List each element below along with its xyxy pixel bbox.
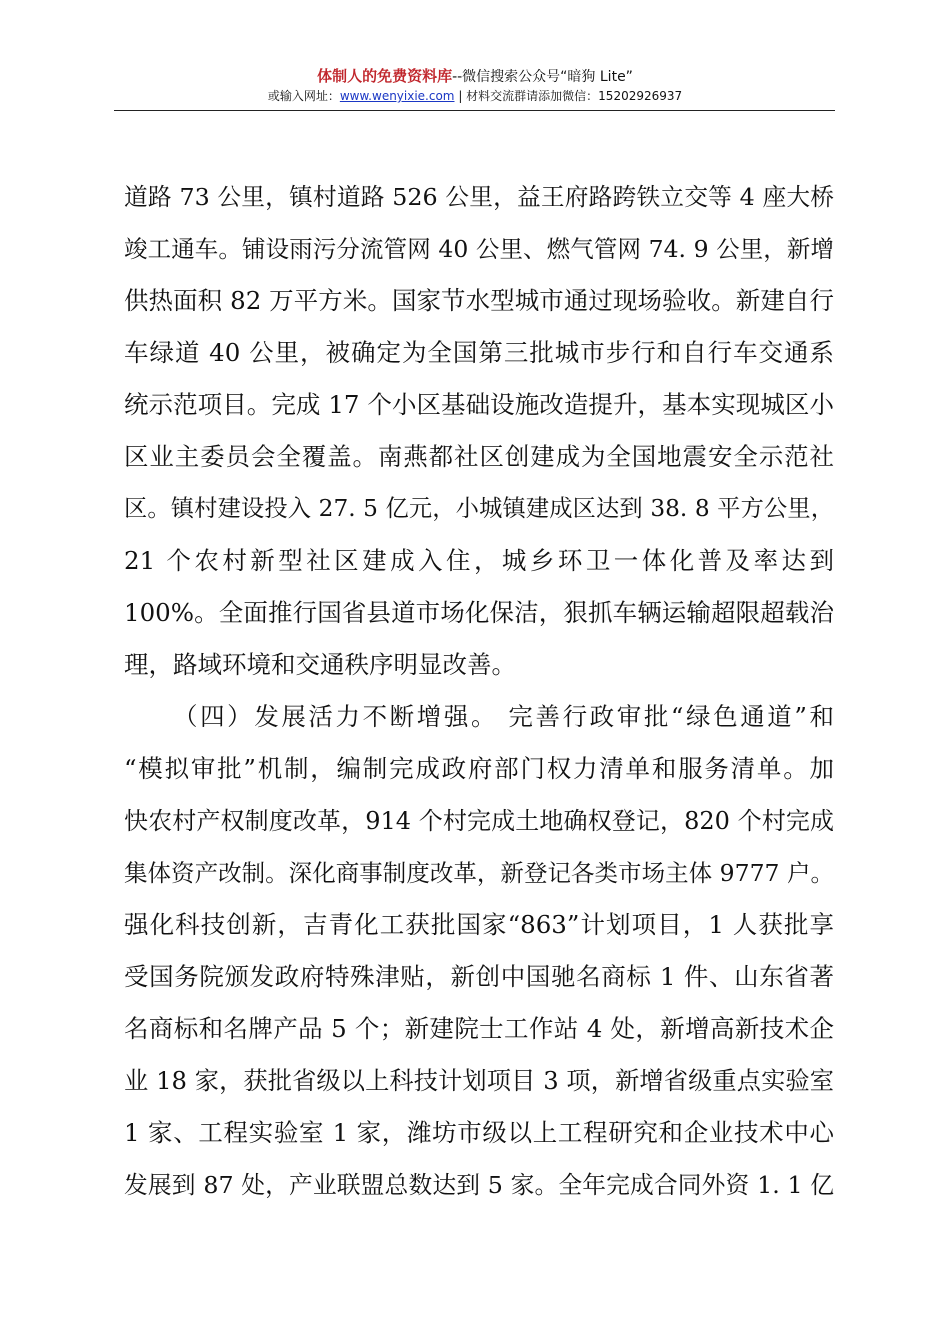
contact-text: | 材料交流群请添加微信：15202926937 bbox=[454, 89, 683, 103]
body-line: 强化科技创新，吉青化工获批国家“863”计划项目，1 人获批享 bbox=[124, 910, 834, 939]
brand-title: 体制人的免费资料库 bbox=[317, 67, 453, 85]
website-link[interactable]: www.wenyixie.com bbox=[339, 89, 455, 103]
body-line: 业 18 家，获批省级以上科技计划项目 3 项，新增省级重点实验室 bbox=[124, 1066, 834, 1095]
body-line: 区业主委员会全覆盖。南燕都社区创建成为全国地震安全示范社 bbox=[124, 442, 834, 471]
section-heading: （四）发展活力不断增强。 bbox=[173, 702, 499, 731]
body-line: “模拟审批”机制，编制完成政府部门权力清单和服务清单。加 bbox=[124, 754, 834, 783]
header-divider bbox=[114, 110, 835, 111]
body-line: 发展到 87 处，产业联盟总数达到 5 家。全年完成合同外资 1. 1 亿 bbox=[124, 1171, 834, 1199]
body-line: 竣工通车。铺设雨污分流管网 40 公里、燃气管网 74. 9 公里，新增 bbox=[124, 235, 834, 263]
body-line: 100%。全面推行国省县道市场化保洁，狠抓车辆运输超限超载治 bbox=[124, 598, 834, 627]
body-line: 名商标和名牌产品 5 个；新建院士工作站 4 处，新增高新技术企 bbox=[124, 1014, 834, 1043]
body-line: 受国务院颁发政府特殊津贴，新创中国驰名商标 1 件、山东省著 bbox=[124, 962, 834, 991]
body-line: 理，路域环境和交通秩序明显改善。 bbox=[124, 650, 516, 679]
body-line: 车绿道 40 公里，被确定为全国第三批城市步行和自行车交通系 bbox=[124, 338, 834, 367]
body-text: 完善行政审批“绿色通道”和 bbox=[508, 702, 834, 731]
body-line: 快农村产权制度改革，914 个村完成土地确权登记，820 个村完成 bbox=[124, 807, 834, 835]
body-line: 集体资产改制。深化商事制度改革，新登记各类市场主体 9777 户。 bbox=[124, 859, 834, 887]
body-line: 供热面积 82 万平方米。国家节水型城市通过现场验收。新建自行 bbox=[124, 286, 834, 315]
page-header bbox=[0, 66, 950, 105]
body-line: 统示范项目。完成 17 个小区基础设施改造提升，基本实现城区小 bbox=[124, 390, 834, 419]
body-line: 21 个农村新型社区建成入住，城乡环卫一体化普及率达到 bbox=[124, 546, 834, 575]
body-line: 区。镇村建设投入 27. 5 亿元，小城镇建成区达到 38. 8 平方公里， bbox=[124, 495, 834, 522]
body-line: 1 家、工程实验室 1 家，潍坊市级以上工程研究和企业技术中心 bbox=[124, 1118, 834, 1147]
body-line: 道路 73 公里，镇村道路 526 公里，益王府路跨铁立交等 4 座大桥 bbox=[124, 183, 834, 211]
header-title-line bbox=[0, 66, 950, 87]
header-tagline: --微信搜索公众号“暗狗 Lite” bbox=[452, 69, 633, 85]
header-contact-line bbox=[0, 87, 950, 105]
section-heading-line bbox=[173, 691, 834, 743]
url-prefix: 或输入网址： bbox=[267, 89, 340, 103]
